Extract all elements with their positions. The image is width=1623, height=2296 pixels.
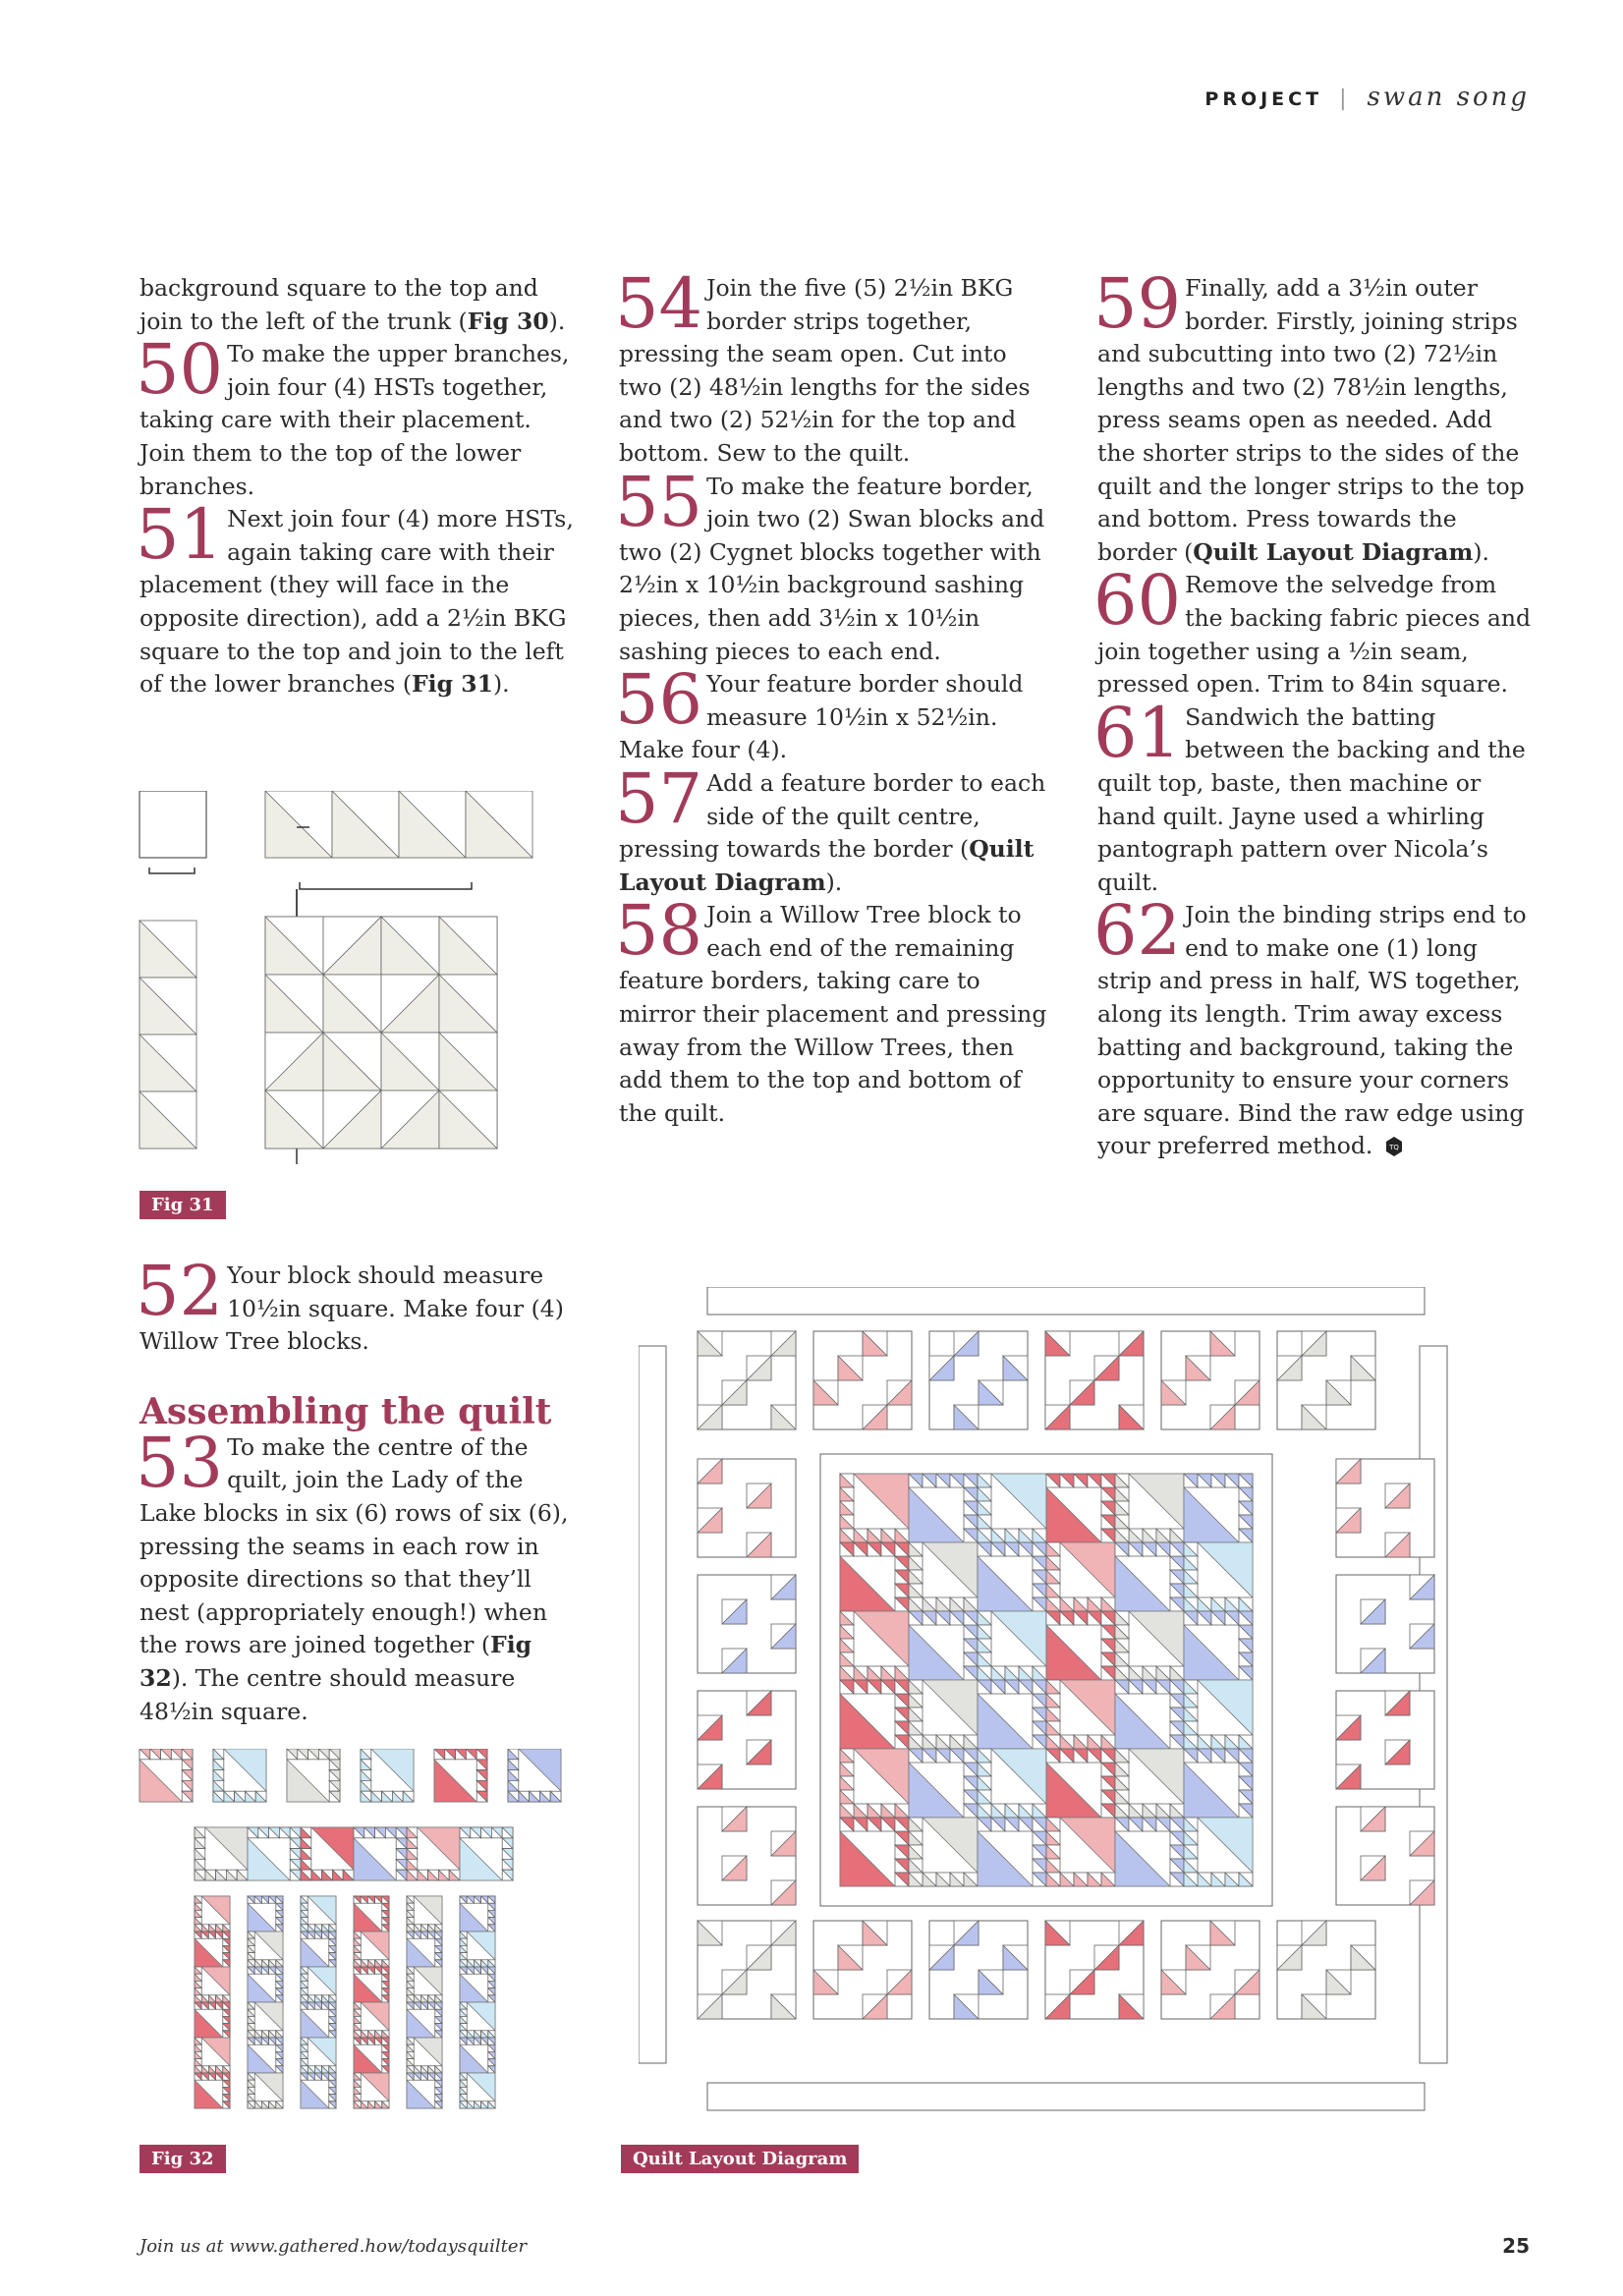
- header-separator: |: [1339, 86, 1351, 111]
- step-51: 51 Next join four (4) more HSTs, again taking care with their placement (they will face in the opposite direction), add a 2½in BKG square to the top and join to the left of the lower branches (Fig 31).: [136, 494, 574, 699]
- step-number: 60: [1093, 560, 1182, 642]
- step-number: 52: [136, 1251, 224, 1331]
- step-59: 59 Finally, add a 3½in outer border. Firstly, joining strips and subcutting into two (2) 72½in lengths and two (2) 78½in lengths, press seams open as needed. Add the shorter strips to the sides of the quilt and the longer strips to the top and bottom. Press towards the border (Quilt Layout Diagram).: [1093, 263, 1525, 566]
- step-50: 50 To make the upper branches, join four (4) HSTs together, taking care with their placement. Join them to the top of the lower branches.: [136, 329, 570, 500]
- step-number: 53: [136, 1422, 224, 1503]
- step-number: 58: [615, 890, 703, 972]
- step-number: 51: [136, 494, 224, 576]
- svg-text:TQ: TQ: [1388, 1144, 1399, 1152]
- header-project: PROJECT: [1204, 88, 1323, 110]
- step-number: 59: [1093, 263, 1182, 344]
- column-3: [1093, 263, 1535, 1163]
- quilt-layout-label: Quilt Layout Diagram: [621, 2145, 859, 2173]
- step-60: 60 Remove the selvedge from the backing fabric pieces and join together using a ½in seam, pressed open. Trim to 84in square.: [1093, 560, 1532, 699]
- step-number: 56: [615, 659, 703, 741]
- column-1: [136, 272, 577, 701]
- step-58: 58 Join a Willow Tree block to each end of the remaining feature borders, taking care to mirror their placement and pressing away from the Willow Trees, then add them to the top and bottom of the quilt.: [615, 890, 1047, 1127]
- fig-32-label: Fig 32: [140, 2145, 226, 2173]
- column-2: [615, 263, 1056, 1130]
- page-number: 25: [1502, 2234, 1530, 2258]
- intro-paragraph: background square to the top and join to the left of the trunk (Fig 30).: [140, 274, 566, 335]
- header-pattern-name: swan song: [1367, 83, 1530, 112]
- step-61: 61 Sandwich the batting between the backing and the quilt top, baste, then machine or hand quilt. Jayne used a whirling pantograph pattern over Nicola’s quilt.: [1093, 692, 1526, 896]
- step-53: 53 To make the centre of the quilt, join the Lady of the Lake blocks in six (6) rows of six (6), pressing the seams in each row in opposite directions so that they’ll nest (appropriately enough!) when the rows are joined together (Fig 32). The centre should measure 48½in square.: [136, 1422, 569, 1725]
- step-56: 56 Your feature border should measure 10½in x 52½in. Make four (4).: [615, 659, 1024, 764]
- fig-31-label: Fig 31: [140, 1191, 226, 1219]
- step-62: 62 Join the binding strips end to end to make one (1) long strip and press in half, WS together, along its length. Trim away excess batting and background, taking the opportunity to ensure your corners are square. Bind the raw edge using your preferred method. TQ: [1093, 890, 1527, 1160]
- step-number: 50: [136, 329, 224, 411]
- step-57: 57 Add a feature border to each side of the quilt centre, pressing towards the border (Quilt Layout Diagram).: [615, 757, 1046, 896]
- footer-text: Join us at www.gathered.how/todaysquilter: [140, 2236, 528, 2257]
- step-number: 57: [615, 757, 703, 839]
- step-number: 62: [1093, 890, 1182, 972]
- step-number: 55: [615, 461, 703, 542]
- step-number: 61: [1093, 692, 1182, 773]
- end-mark-icon: [1384, 1137, 1404, 1156]
- step-54: 54 Join the five (5) 2½in BKG border strips together, pressing the seam open. Cut into two (2) 48½in lengths for the sides and two (2) 52½in for the top and bottom. Sew to the quilt.: [615, 263, 1031, 467]
- step-55: 55 To make the feature border, join two (2) Swan blocks and two (2) Cygnet blocks together with 2½in x 10½in background sashing pieces, then add 3½in x 10½in sashing pieces to each end.: [615, 461, 1045, 665]
- section-heading: Assembling the quilt: [140, 1390, 552, 1432]
- step-52: 52 Your block should measure 10½in square. Make four (4) Willow Tree blocks.: [136, 1251, 564, 1356]
- quilt-layout-diagram: [639, 1287, 1449, 2122]
- page-header: [1204, 83, 1530, 112]
- fig-31-diagram: [138, 791, 570, 1164]
- step-number: 54: [615, 263, 703, 344]
- column-1-lower: [136, 1251, 577, 1728]
- fig-32-diagram: [138, 1749, 570, 2112]
